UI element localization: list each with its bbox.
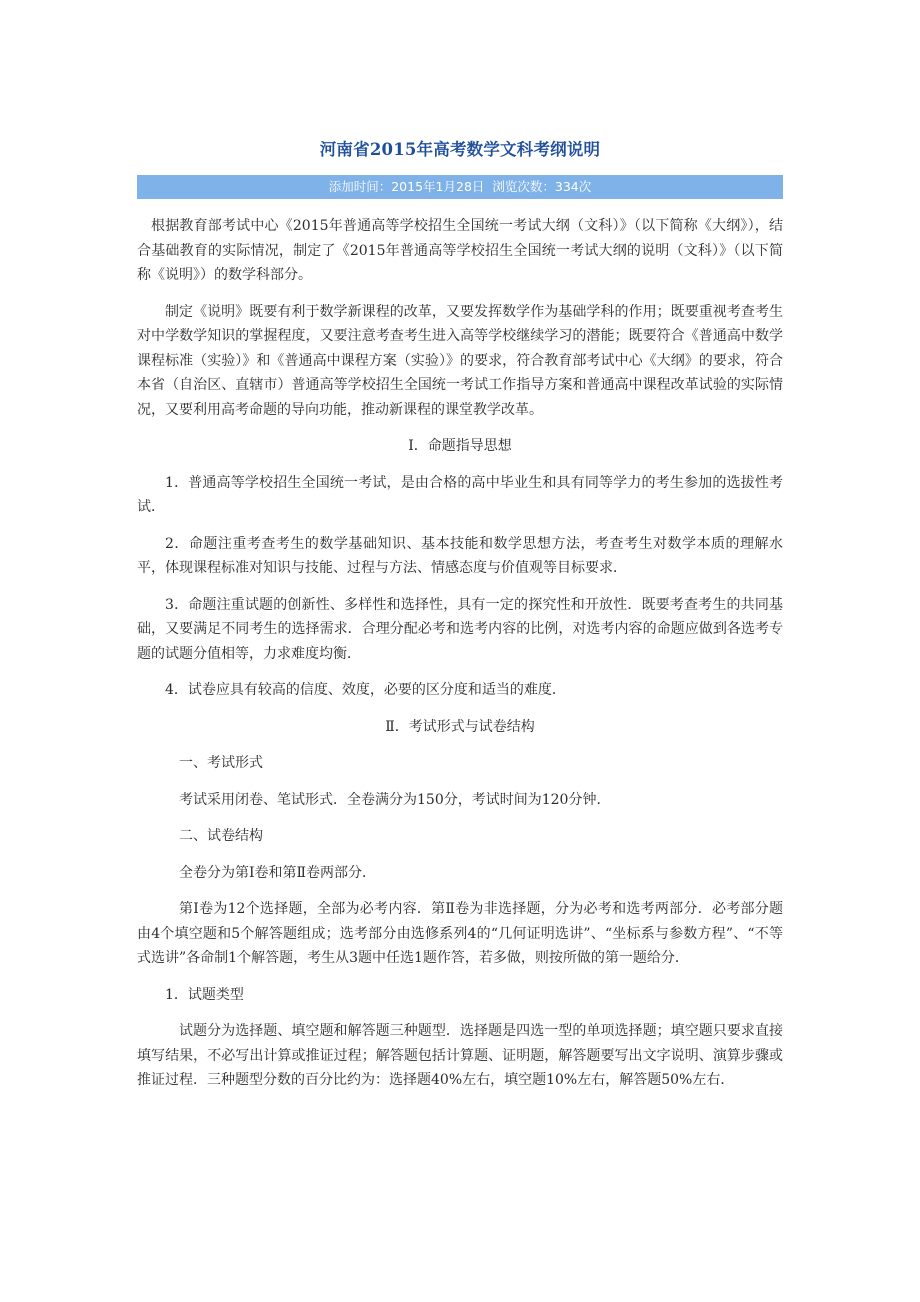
paragraph: 试题分为选择题、填空题和解答题三种题型．选择题是四选一型的单项选择题；填空题只要求直接填写结果，不必写出计算或推证过程；解答题包括计算题、证明题，解答题要写出文字说明、演算步骤或推证过程．三种题型分数的百分比约为：选择题40%左右，填空题10%左右，解答题50%左右．: [137, 1023, 783, 1088]
paragraph: 4．试卷应具有较高的信度、效度，必要的区分度和适当的难度．: [165, 682, 566, 698]
view-count: 浏览次数：334次: [492, 179, 592, 194]
paragraph: 考试采用闭卷、笔试形式．全卷满分为150分，考试时间为120分钟．: [179, 791, 611, 808]
paragraph: 3．命题注重试题的创新性、多样性和选择性，具有一定的探究性和开放性．既要考查考生的共同基础，又要满足不同考生的选择需求．合理分配必考和选考内容的比例，对选考内容的命题应做到各选考专题的试题分值相等，力求难度均衡．: [137, 596, 783, 662]
subsection-heading: 二、试卷结构: [179, 828, 263, 844]
paragraph: 制定《说明》既要有利于数学新课程的改革，又要发挥数学作为基础学科的作用；既要重视考查考生对中学数学知识的掌握程度，又要注意考查考生进入高等学校继续学习的潜能；既要符合《普通高中数学课程标准（实验）》和《普通高中课程方案（实验）》的要求，符合教育部考试中心《大纲》的要求，符合本省（自治区、直辖市）普通高等学校招生全国统一考试工作指导方案和普通高中课程改革试验的实际情况，又要利用高考命题的导向功能，推动新课程的课堂教学改革。: [137, 303, 783, 418]
section-heading: Ⅱ．考试形式与试卷结构: [385, 718, 535, 735]
meta-bar: [137, 175, 783, 199]
added-time: 添加时间：2015年1月28日: [328, 179, 485, 194]
page-title: 河南省2015年高考数学文科考纲说明: [319, 140, 601, 159]
paragraph: 第Ⅰ卷为12个选择题，全部为必考内容．第Ⅱ卷为非选择题，分为必考和选考两部分．必考部分题由4个填空题和5个解答题组成；选考部分由选修系列4的“几何证明选讲”、“坐标系与参数方程”、“不等式选讲”各命制1个解答题，考生从3题中任选1题作答，若多做，则按所做的第一题给分．: [137, 901, 783, 966]
subsection-heading: 一、考试形式: [179, 755, 263, 771]
paragraph: 1．普通高等学校招生全国统一考试，是由合格的高中毕业生和具有同等学力的考生参加的选拔性考试．: [137, 474, 783, 515]
section-heading: Ⅰ．命题指导思想: [408, 438, 512, 454]
article-body: [137, 214, 783, 1105]
paragraph: 2．命题注重考查考生的数学基础知识、基本技能和数学思想方法，考查考生对数学本质的理解水平，体现课程标准对知识与技能、过程与方法、情感态度与价值观等目标要求．: [137, 535, 783, 576]
subsection-heading: 1．试题类型: [165, 986, 244, 1003]
paragraph: 全卷分为第Ⅰ卷和第Ⅱ卷两部分．: [179, 864, 377, 881]
paragraph-intro: 根据教育部考试中心《2015年普通高等学校招生全国统一考试大纲（文科）》（以下简称《大纲》），结合基础教育的实际情况，制定了《2015年普通高等学校招生全国统一考试大纲的说明（文科）》（以下简称《说明》）的数学科部分。: [137, 218, 783, 283]
